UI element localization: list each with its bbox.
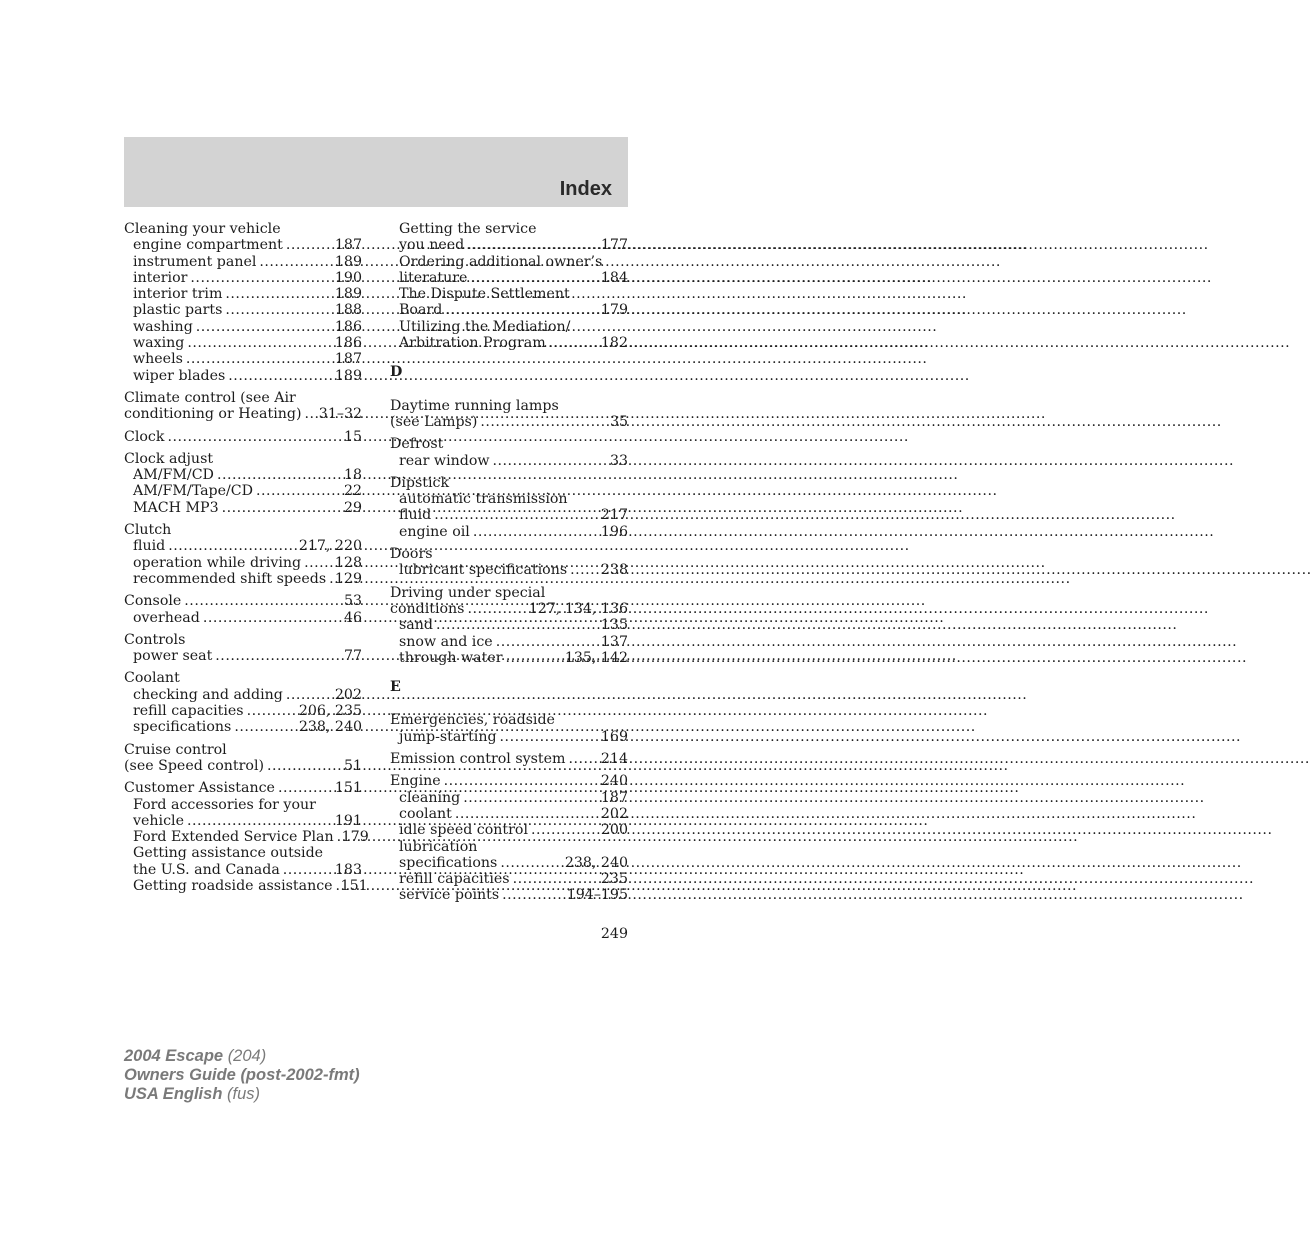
entry-text: fluid [399, 507, 432, 524]
index-subentry-line [390, 562, 628, 578]
page-number: 249 [600, 926, 628, 942]
entry-page-ref: 179 [600, 302, 628, 319]
dot-leader [234, 719, 298, 735]
entry-text: Climate control (see Air [124, 389, 296, 406]
index-subentry-line [390, 286, 628, 302]
entry-page-ref: 53 [343, 593, 362, 610]
dot-leader [502, 887, 566, 903]
header-band [124, 137, 628, 207]
dot-leader [455, 806, 600, 822]
index-entry-line [390, 712, 628, 728]
index-entry-line [124, 593, 362, 609]
dot-leader [493, 453, 609, 469]
index-entry [390, 398, 628, 431]
index-subentry-line [124, 302, 362, 318]
entry-text: conditions [390, 600, 465, 617]
index-entry-line [390, 601, 628, 617]
entry-text: Dipstick [390, 474, 450, 491]
dot-leader [463, 790, 600, 806]
index-subentry-line [124, 286, 362, 302]
entry-text: recommended shift speeds [133, 570, 327, 587]
entry-page-ref: 51 [343, 757, 362, 774]
dot-leader [496, 634, 600, 650]
entry-text: (see Lamps) [390, 413, 478, 430]
index-entry [124, 632, 362, 665]
index-entry-line [124, 758, 362, 774]
dot-leader [286, 237, 334, 253]
entry-text: instrument panel [133, 253, 257, 270]
entry-page-ref: 33 [609, 452, 628, 469]
index-entry [124, 780, 369, 894]
index-entry [390, 751, 628, 767]
index-subentry-line [390, 270, 628, 286]
index-entry [124, 429, 362, 445]
entry-page-ref: 183 [334, 861, 362, 878]
index-entry [390, 436, 628, 469]
dot-leader [568, 751, 599, 767]
entry-page-ref: 214 [600, 751, 628, 768]
dot-leader [222, 500, 343, 516]
dot-leader [304, 406, 317, 422]
entry-text: engine compartment [133, 237, 283, 254]
entry-page-ref: 31–32 [318, 406, 362, 423]
entry-text: snow and ice [399, 633, 493, 650]
index-subentry-line [390, 617, 628, 633]
entry-text: engine oil [399, 523, 470, 540]
footer-line-3 [124, 1085, 360, 1104]
dot-leader [467, 601, 527, 617]
entry-text: Customer Assistance [124, 780, 275, 797]
index-entry [124, 390, 362, 423]
index-entry [124, 670, 362, 735]
dot-leader [247, 703, 298, 719]
index-entry-line [124, 451, 362, 467]
entry-text: Defrost [390, 436, 444, 453]
dot-leader [228, 368, 334, 384]
index-entry [124, 522, 362, 587]
index-subentry-line [124, 862, 362, 878]
entry-text: Ford Extended Service Plan [133, 829, 334, 846]
index-subentry-line [124, 648, 362, 664]
dot-leader [304, 555, 334, 571]
dot-leader [549, 335, 600, 351]
dot-leader [167, 429, 342, 445]
entry-text: literature [399, 269, 468, 286]
entry-text: idle speed control [399, 822, 528, 839]
entry-text: (see Speed control) [124, 757, 265, 774]
entry-text: Coolant [124, 670, 180, 687]
index-subentry-line [390, 855, 628, 871]
index-subentry-line [124, 270, 362, 286]
dot-leader [531, 822, 600, 838]
entry-text: vehicle [133, 812, 184, 829]
entry-text: Console [124, 593, 182, 610]
index-entry-line [124, 406, 362, 422]
entry-page-ref: 151 [334, 780, 362, 797]
dot-leader [203, 610, 343, 626]
index-subentry-line [390, 887, 628, 903]
dot-leader [467, 237, 600, 253]
dot-leader [168, 538, 298, 554]
dot-leader [286, 687, 334, 703]
index-entry [390, 773, 628, 903]
footer-model: 2004 Escape [124, 1047, 224, 1065]
index-entry [124, 221, 362, 384]
entry-text: wiper blades [133, 367, 226, 384]
entry-page-ref: 135, 142 [564, 649, 628, 666]
dot-leader [225, 302, 334, 318]
dot-leader [436, 617, 600, 633]
index-entry-line [124, 742, 362, 758]
dot-leader [187, 335, 334, 351]
entry-page-ref: 217, 220 [298, 538, 362, 555]
index-entry [124, 742, 362, 775]
index-subentry-line [124, 797, 362, 813]
entry-page-ref: 15 [343, 428, 362, 445]
entry-text: rear window [399, 452, 490, 469]
entry-page-ref: 189 [334, 253, 362, 270]
dot-leader [473, 524, 600, 540]
index-entry-line [124, 780, 362, 796]
index-subentry-line [124, 571, 362, 587]
index-subentry-line [124, 829, 369, 846]
index-subentry-line [124, 351, 362, 367]
index-subentry-line [124, 687, 362, 703]
dot-leader [445, 302, 600, 318]
index-entry-line [390, 475, 628, 491]
footer-model-code: (204) [227, 1047, 267, 1065]
index-subentry-line [390, 507, 628, 523]
index-entry [390, 475, 628, 540]
entry-page-ref: 22 [343, 483, 362, 500]
entry-text: Clock adjust [124, 450, 214, 467]
entry-text: power seat [133, 648, 213, 665]
entry-page-ref: 135 [600, 617, 628, 634]
entry-text: Getting roadside assistance [133, 877, 333, 894]
index-subentry-line [390, 806, 628, 822]
dot-leader [329, 571, 334, 587]
dot-leader [500, 729, 600, 745]
index-subentry-line [390, 524, 628, 540]
index-subentry-line [124, 467, 362, 483]
entry-page-ref: 206, 235 [298, 703, 362, 720]
entry-text: Clutch [124, 522, 172, 539]
entry-text: specifications [133, 719, 232, 736]
index-subentry-line [124, 500, 362, 516]
entry-page-ref: 190 [334, 269, 362, 286]
entry-page-ref: 235 [600, 871, 628, 888]
dot-leader [506, 650, 564, 666]
footer-line-1 [124, 1047, 360, 1066]
section-letter: E [390, 679, 401, 696]
entry-text: lubrication [399, 838, 478, 855]
entry-page-ref: 187 [334, 351, 362, 368]
dot-leader [217, 467, 343, 483]
index-subentry-line [124, 555, 362, 571]
entry-text: washing [133, 318, 193, 335]
entry-text: overhead [133, 609, 200, 626]
entry-text: Utilizing the Mediation/ [399, 318, 571, 335]
dot-leader [256, 483, 343, 499]
entry-page-ref: 202 [334, 686, 362, 703]
entry-page-ref: 128 [334, 554, 362, 571]
entry-page-ref: 29 [343, 499, 362, 516]
entry-text: jump-starting [399, 728, 497, 745]
entry-text: sand [399, 617, 433, 634]
dot-leader [186, 351, 334, 367]
entry-text: service points [399, 887, 500, 904]
index-subentry-line [390, 822, 628, 838]
entry-text: specifications [399, 854, 498, 871]
entry-text: Clock [124, 428, 165, 445]
entry-text: interior [133, 269, 188, 286]
footer-language-code: (fus) [227, 1085, 260, 1103]
entry-text: automatic transmission [399, 491, 568, 508]
entry-text: Doors [390, 546, 433, 563]
section-letter: D [390, 364, 403, 381]
entry-text: Ordering additional owner’s [399, 253, 603, 270]
dot-leader [480, 414, 609, 430]
index-subentry-line [124, 319, 362, 335]
entry-page-ref: 191 [334, 812, 362, 829]
index-entry-line [124, 221, 362, 237]
entry-page-ref: 137 [600, 633, 628, 650]
entry-text: you need [399, 237, 465, 254]
index-subentry-line [124, 483, 362, 499]
entry-page-ref: 240 [600, 773, 628, 790]
index-subentry-line [390, 871, 628, 887]
index-entry-line [124, 670, 362, 686]
entry-page-ref: 202 [600, 805, 628, 822]
index-subentry-line [124, 719, 362, 735]
entry-page-ref: 127, 134, 136 [528, 600, 628, 617]
dot-leader [259, 254, 334, 270]
entry-text: conditioning or Heating) [124, 406, 302, 423]
dot-leader [470, 270, 599, 286]
dot-leader [444, 773, 600, 789]
index-entry [390, 712, 628, 745]
entry-text: Board [399, 302, 443, 319]
entry-text: waxing [133, 335, 185, 352]
index-subentry-line [124, 368, 362, 384]
dot-leader [337, 829, 341, 845]
entry-page-ref: 151 [340, 877, 368, 894]
entry-page-ref: 217 [600, 507, 628, 524]
entry-page-ref: 46 [343, 609, 362, 626]
index-column-left [124, 221, 369, 900]
entry-page-ref: 77 [343, 648, 362, 665]
index-entry-line [390, 546, 628, 562]
index-subentry-line [124, 335, 362, 351]
index-subentry-line [390, 302, 628, 318]
entry-page-ref: 18 [343, 467, 362, 484]
entry-page-ref: 186 [334, 335, 362, 352]
entry-text: Controls [124, 631, 186, 648]
index-subentry-line [390, 790, 628, 806]
dot-leader [267, 758, 343, 774]
entry-text: Daytime running lamps [390, 397, 559, 414]
dot-leader [184, 593, 343, 609]
dot-leader [283, 862, 334, 878]
index-column-right [390, 221, 628, 910]
entry-text: Arbitration Program [399, 335, 546, 352]
entry-page-ref: 186 [334, 318, 362, 335]
index-entry-line [390, 436, 628, 452]
dot-leader [278, 780, 334, 796]
entry-page-ref: 179 [341, 829, 369, 846]
index-entry-line [124, 632, 362, 648]
entry-page-ref: 238, 240 [564, 854, 628, 871]
index-subentry-line [124, 538, 362, 554]
entry-text: AM/FM/CD [133, 467, 214, 484]
entry-text: Cleaning your vehicle [124, 221, 281, 237]
entry-page-ref: 182 [600, 335, 628, 352]
entry-text: Getting assistance outside [133, 845, 324, 862]
index-subentry-line [124, 703, 362, 719]
index-subentry-line [124, 610, 362, 626]
index-subentry-line [124, 813, 362, 829]
entry-page-ref: 187 [600, 789, 628, 806]
index-subentry-line [124, 254, 362, 270]
index-subentry-line [390, 650, 628, 666]
dot-leader [513, 871, 600, 887]
index-entry-line [390, 585, 628, 601]
index-entry [390, 585, 628, 666]
entry-text: operation while driving [133, 554, 302, 571]
dot-leader [434, 507, 600, 523]
dot-leader [187, 813, 334, 829]
index-subentry-line [124, 877, 368, 894]
entry-text: Ford accessories for your [133, 796, 316, 813]
entry-page-ref: 238 [600, 562, 628, 579]
entry-text: Engine [390, 773, 441, 790]
entry-page-ref: 189 [334, 367, 362, 384]
entry-text: AM/FM/Tape/CD [133, 483, 254, 500]
dot-leader [336, 878, 340, 894]
page-title: Index [559, 178, 612, 200]
entry-text: plastic parts [133, 302, 223, 319]
index-entry-line [390, 773, 628, 789]
entry-text: fluid [133, 538, 166, 555]
index-entry-line [390, 398, 628, 414]
index-entry-line [390, 414, 628, 430]
entry-text: Cruise control [124, 741, 227, 758]
dot-leader [570, 562, 600, 578]
index-subentry-line [390, 453, 628, 469]
entry-page-ref: 189 [334, 286, 362, 303]
index-subentry-line [390, 254, 628, 270]
index-subentry-line [390, 839, 628, 855]
index-subentry-line [390, 491, 628, 507]
entry-page-ref: 196 [600, 523, 628, 540]
index-entry [124, 593, 362, 626]
index-entry [390, 221, 628, 351]
entry-text: coolant [399, 805, 452, 822]
dot-leader [215, 648, 343, 664]
entry-page-ref: 238, 240 [298, 719, 362, 736]
entry-text: Driving under special [390, 584, 546, 601]
dot-leader [225, 286, 334, 302]
index-entry [390, 546, 628, 579]
index-subentry-line [390, 729, 628, 745]
dot-leader [190, 270, 333, 286]
dot-leader [196, 319, 334, 335]
entry-text: The Dispute Settlement [399, 286, 570, 303]
entry-page-ref: 169 [600, 728, 628, 745]
entry-text: interior trim [133, 286, 223, 303]
entry-text: lubricant specifications [399, 562, 568, 579]
entry-text: Emergencies, roadside [390, 712, 555, 729]
entry-text: refill capacities [133, 703, 244, 720]
entry-text: Getting the service [399, 221, 537, 237]
index-subentry-line [390, 221, 628, 237]
entry-page-ref: 200 [600, 822, 628, 839]
index-subentry-line [124, 237, 362, 253]
footer-line-2: Owners Guide (post-2002-fmt) [124, 1066, 360, 1084]
index-entry-line [124, 522, 362, 538]
footer [124, 1047, 360, 1104]
entry-text: cleaning [399, 789, 461, 806]
entry-page-ref: 188 [334, 302, 362, 319]
dot-leader [500, 855, 564, 871]
entry-page-ref: 35 [609, 413, 628, 430]
index-entry-line [124, 429, 362, 445]
index-subentry-line [390, 634, 628, 650]
index-entry-line [390, 751, 628, 767]
index-entry-line [124, 390, 362, 406]
index-subentry-line [390, 237, 628, 253]
entry-text: MACH MP3 [133, 499, 219, 516]
index-entry [124, 451, 362, 516]
entry-page-ref: 194–195 [566, 887, 628, 904]
entry-text: wheels [133, 351, 183, 368]
index-subentry-line [390, 319, 628, 335]
entry-text: refill capacities [399, 871, 510, 888]
entry-text: Emission control system [390, 751, 566, 768]
index-subentry-line [124, 845, 362, 861]
entry-page-ref: 129 [334, 570, 362, 587]
footer-language: USA English [124, 1085, 223, 1103]
index-subentry-line [390, 335, 628, 351]
entry-text: through water [399, 649, 503, 666]
entry-page-ref: 187 [334, 237, 362, 254]
entry-page-ref: 184 [600, 269, 628, 286]
entry-page-ref: 177 [600, 237, 628, 254]
entry-text: the U.S. and Canada [133, 861, 280, 878]
entry-text: checking and adding [133, 686, 283, 703]
